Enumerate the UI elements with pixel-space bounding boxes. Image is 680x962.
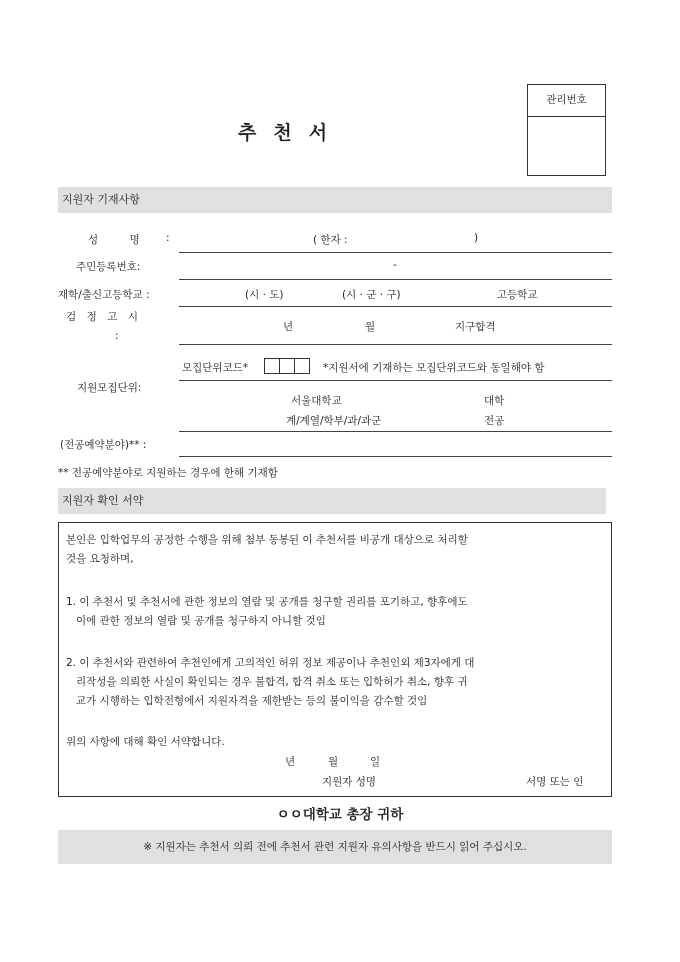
hanja-close: ) xyxy=(474,232,479,244)
page-title xyxy=(238,118,344,145)
unit-code-boxes[interactable] xyxy=(265,358,310,374)
consent-item-line: 이에 관한 정보의 열람 및 공개를 청구하지 아니할 것임 xyxy=(76,615,326,627)
unit-major: 전공 xyxy=(484,415,505,427)
signer-label: 지원자 성명 xyxy=(322,776,377,788)
school-suffix: 고등학교 xyxy=(497,289,538,301)
date-day: 일 xyxy=(370,756,381,768)
unit-university: 서울대학교 xyxy=(291,395,342,407)
consent-item-1 xyxy=(66,593,606,631)
consent-item-line: 1. 이 추천서 및 추천서에 관한 정보의 열람 및 공개를 청구할 권리를 포기하고, 향후에도 xyxy=(66,596,468,608)
consent-item-line: 리작성을 의뢰한 사실이 확인되는 경우 불합격, 합격 취소 또는 입학허가 취소, 향후 귀 xyxy=(76,676,468,688)
name-field[interactable] xyxy=(179,252,612,253)
resident-number-dash: - xyxy=(393,259,397,271)
unit-code-box[interactable] xyxy=(264,358,280,374)
footnote: ** 전공예약분야로 지원하는 경우에 한해 기재함 xyxy=(58,467,278,479)
consent-intro-line: 것을 요청하며, xyxy=(66,553,134,565)
hanja-open: ( 한자 : xyxy=(313,234,348,246)
geomjeong-year: 년 xyxy=(283,321,294,333)
geomjeong-colon: : xyxy=(115,330,119,342)
consent-section-heading: 지원자 확인 서약 xyxy=(58,488,606,514)
name-colon: : xyxy=(166,232,170,244)
consent-closing: 위의 사항에 대해 확인 서약합니다. xyxy=(66,736,225,748)
unit-code-label: 모집단위코드* xyxy=(182,362,249,374)
school-label: 재학/출신고등학교 : xyxy=(58,289,150,301)
management-number-label: 관리번호 xyxy=(528,85,605,117)
unit-college: 대학 xyxy=(484,395,505,407)
notice-banner: ※ 지원자는 추천서 의뢰 전에 추천서 관련 지원자 유의사항을 반드시 읽어 주십시오. xyxy=(58,830,612,864)
applicant-section-heading: 지원자 기재사항 xyxy=(58,187,612,213)
consent-item-line: 2. 이 추천서와 관련하여 추천인에게 고의적인 허위 정보 제공이나 추천인외 제3자에게 대 xyxy=(66,657,475,669)
consent-item-2 xyxy=(66,654,606,711)
resident-number-label: 주민등록번호: xyxy=(76,261,141,273)
date-month: 월 xyxy=(328,756,339,768)
title-char: 추 xyxy=(238,122,258,144)
recipient: ㅇㅇ대학교 총장 귀하 xyxy=(276,807,404,823)
sign-label[interactable]: 서명 또는 인 xyxy=(526,776,584,788)
consent-intro xyxy=(66,531,606,569)
title-char: 서 xyxy=(308,122,329,144)
consent-item-line: 교가 시행하는 입학전형에서 지원자격을 제한받는 등의 불이익을 감수할 것임 xyxy=(76,695,428,707)
unit-code-box[interactable] xyxy=(279,358,295,374)
major-plan-label: (전공예약분야)** : xyxy=(60,439,147,451)
school-sigungu: (시 · 군 · 구) xyxy=(342,289,401,301)
major-plan-field[interactable] xyxy=(179,456,612,457)
school-sido: (시 · 도) xyxy=(245,289,284,301)
school-field[interactable] xyxy=(179,306,612,307)
unit-divider xyxy=(179,380,612,381)
geomjeong-field[interactable] xyxy=(179,344,612,345)
unit-field[interactable] xyxy=(179,431,612,432)
unit-dept: 계/계열/학부/과/과군 xyxy=(286,415,382,427)
geomjeong-label: 검 정 고 시 xyxy=(66,311,139,323)
unit-code-note: *지원서에 기재하는 모집단위코드와 동일해야 함 xyxy=(323,362,545,374)
title-char: 천 xyxy=(273,122,293,144)
geomjeong-month: 월 xyxy=(365,321,376,333)
consent-intro-line: 본인은 입학업무의 공정한 수행을 위해 첨부 동봉된 이 추천서를 비공개 대상으로 처리할 xyxy=(66,534,468,546)
name-label: 성 명 xyxy=(88,234,140,246)
unit-label: 지원모집단위: xyxy=(77,382,142,394)
unit-code-box[interactable] xyxy=(294,358,310,374)
date-year: 년 xyxy=(285,756,296,768)
geomjeong-pass: 지구합격 xyxy=(455,321,496,333)
resident-number-field[interactable] xyxy=(179,279,612,280)
management-number-box xyxy=(527,84,606,176)
